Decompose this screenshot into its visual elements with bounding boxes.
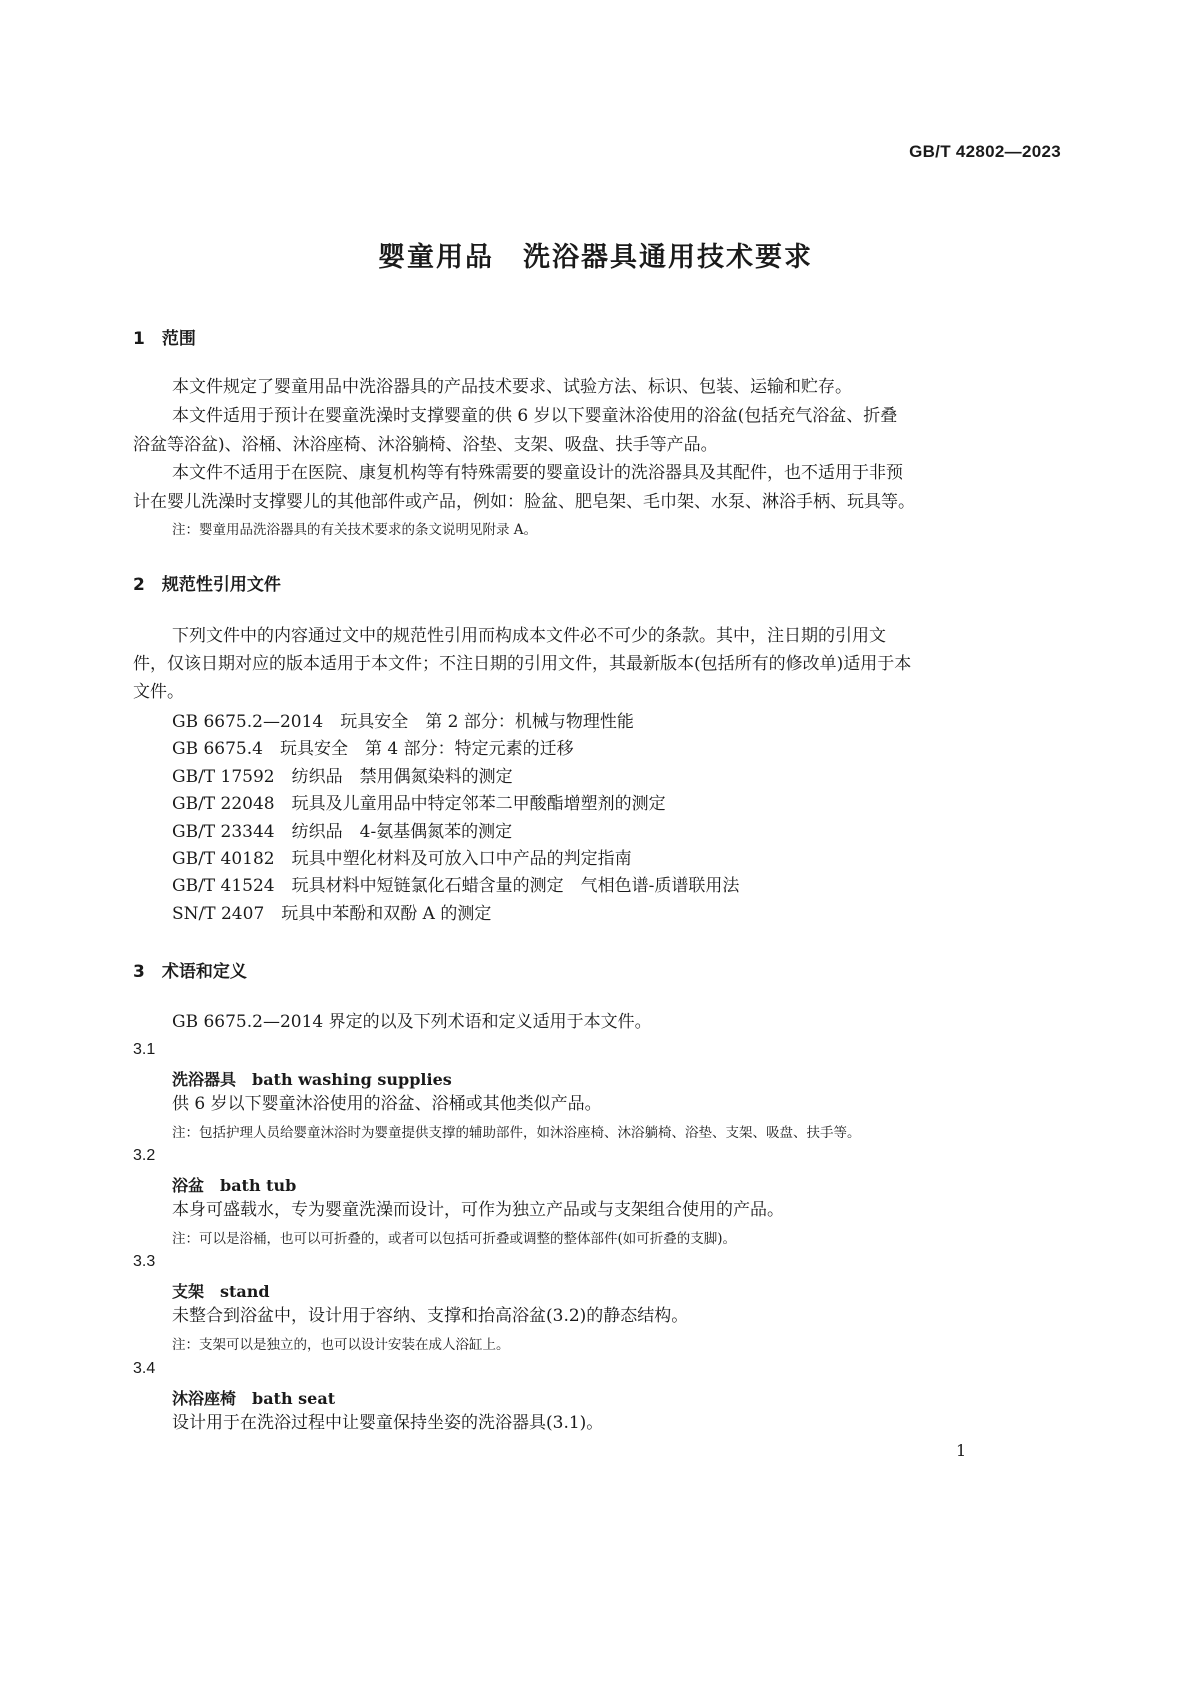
section-heading-references: 2 规范性引用文件 — [133, 575, 281, 595]
paragraph: 本文件规定了婴童用品中洗浴器具的产品技术要求、试验方法、标识、包装、运输和贮存。 — [172, 377, 852, 397]
term-definition: 本身可盛载水，专为婴童洗澡而设计，可作为独立产品或与支架组合使用的产品。 — [172, 1200, 784, 1220]
reference-item: GB 6675.2—2014 玩具安全 第 2 部分：机械与物理性能 — [172, 712, 634, 732]
term-title: 沐浴座椅 bath seat — [172, 1389, 336, 1408]
term-number: 3.4 — [133, 1360, 156, 1377]
note: 注：包括护理人员给婴童沐浴时为婴童提供支撑的辅助部件，如沐浴座椅、沐浴躺椅、浴垫、支架、吸盘、扶手等。 — [172, 1125, 861, 1141]
term-number: 3.2 — [133, 1147, 156, 1164]
reference-item: GB/T 23344 纺织品 4-氨基偶氮苯的测定 — [172, 822, 513, 842]
term-definition: 供 6 岁以下婴童沐浴使用的浴盆、浴桶或其他类似产品。 — [172, 1094, 602, 1114]
paragraph-continuation: 件，仅该日期对应的版本适用于本文件；不注日期的引用文件，其最新版本(包括所有的修改单)适用于本 — [133, 654, 912, 674]
paragraph-continuation: 计在婴儿洗澡时支撑婴儿的其他部件或产品，例如：脸盆、肥皂架、毛巾架、水泵、淋浴手柄、玩具等。 — [133, 492, 915, 512]
term-number: 3.1 — [133, 1041, 156, 1058]
paragraph: 本文件不适用于在医院、康复机构等有特殊需要的婴童设计的洗浴器具及其配件，也不适用于非预 — [172, 463, 903, 483]
reference-item: GB 6675.4 玩具安全 第 4 部分：特定元素的迁移 — [172, 739, 574, 759]
section-heading-terms: 3 术语和定义 — [133, 962, 247, 982]
document-title: 婴童用品 洗浴器具通用技术要求 — [378, 242, 813, 273]
reference-item: GB/T 40182 玩具中塑化材料及可放入口中产品的判定指南 — [172, 849, 632, 869]
reference-item: GB/T 17592 纺织品 禁用偶氮染料的测定 — [172, 767, 513, 787]
note: 注：婴童用品洗浴器具的有关技术要求的条文说明见附录 A。 — [172, 522, 538, 538]
term-title: 洗浴器具 bath washing supplies — [172, 1070, 452, 1089]
term-definition: 未整合到浴盆中，设计用于容纳、支撑和抬高浴盆(3.2)的静态结构。 — [172, 1306, 689, 1326]
document-id: GB/T 42802—2023 — [909, 142, 1061, 161]
term-number: 3.3 — [133, 1253, 156, 1270]
reference-item: GB/T 41524 玩具材料中短链氯化石蜡含量的测定 气相色谱-质谱联用法 — [172, 876, 740, 896]
reference-item: SN/T 2407 玩具中苯酚和双酚 A 的测定 — [172, 904, 492, 924]
term-definition: 设计用于在洗浴过程中让婴童保持坐姿的洗浴器具(3.1)。 — [172, 1413, 604, 1433]
page-number: 1 — [956, 1441, 967, 1460]
paragraph: GB 6675.2—2014 界定的以及下列术语和定义适用于本文件。 — [172, 1012, 652, 1032]
term-title: 浴盆 bath tub — [172, 1176, 297, 1195]
note: 注：支架可以是独立的，也可以设计安装在成人浴缸上。 — [172, 1337, 510, 1353]
note: 注：可以是浴桶，也可以可折叠的，或者可以包括可折叠或调整的整体部件(如可折叠的支脚)。 — [172, 1231, 737, 1247]
paragraph: 下列文件中的内容通过文中的规范性引用而构成本文件必不可少的条款。其中，注日期的引用文 — [172, 626, 886, 646]
paragraph-continuation: 文件。 — [133, 682, 184, 702]
reference-item: GB/T 22048 玩具及儿童用品中特定邻苯二甲酸酯增塑剂的测定 — [172, 794, 666, 814]
section-heading-scope: 1 范围 — [133, 329, 196, 349]
paragraph: 本文件适用于预计在婴童洗澡时支撑婴童的供 6 岁以下婴童沐浴使用的浴盆(包括充气浴盆、折叠 — [172, 406, 898, 426]
term-title: 支架 stand — [172, 1282, 270, 1301]
paragraph-continuation: 浴盆等浴盆)、浴桶、沐浴座椅、沐浴躺椅、浴垫、支架、吸盘、扶手等产品。 — [133, 435, 718, 455]
